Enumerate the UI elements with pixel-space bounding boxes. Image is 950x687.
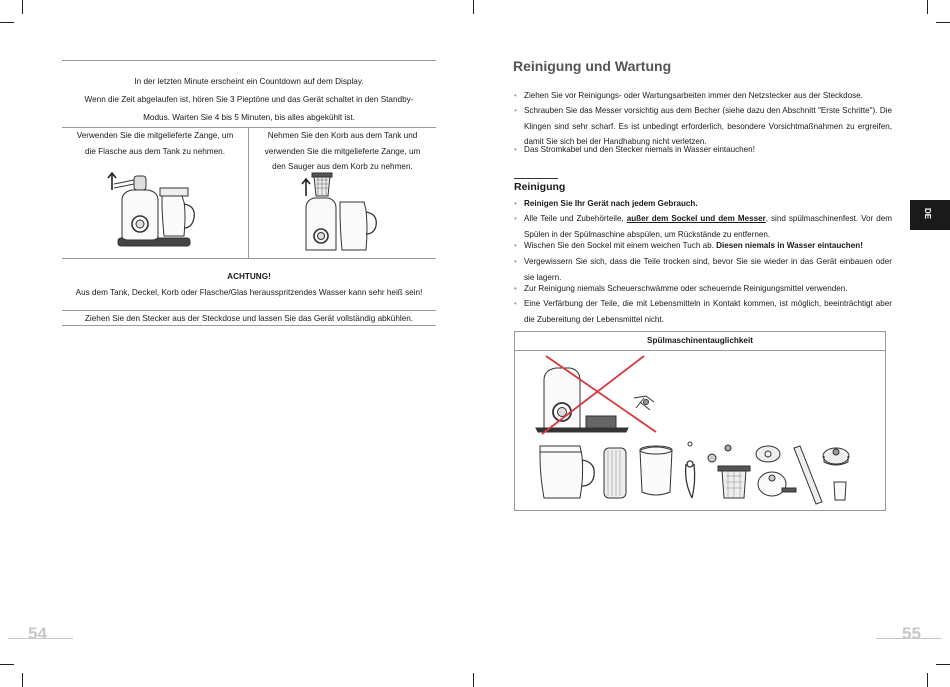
divider (62, 325, 436, 326)
table-cell-right (249, 128, 436, 175)
list-item-text: Zur Reinigung niemals Scheuerschwämme oder scheuernde Reinigungsmittel verwenden. (524, 284, 848, 293)
bullet-icon: • (514, 145, 517, 154)
list-item-text: Vergewissern Sie sich, dass die Teile trocken sind, bevor Sie sie wieder in das Gerät einbauen oder sie lagern. (524, 257, 892, 282)
cell-line: Verwenden Sie die mitgelieferte Zange, um (76, 131, 234, 140)
bullet-icon: • (514, 257, 517, 266)
crop-mark (927, 0, 928, 14)
tank-icon (640, 446, 672, 495)
basket-icon (718, 466, 750, 498)
section-title: Reinigung und Wartung (513, 58, 672, 74)
crop-mark (473, 0, 474, 14)
page-number: 55 (902, 624, 921, 643)
bottle-icon (604, 448, 626, 498)
table-bottom-border (62, 258, 436, 259)
bullet-icon: • (514, 284, 517, 293)
crop-mark (22, 0, 23, 14)
warning-block (62, 269, 436, 300)
blade-icon (634, 396, 654, 410)
intro-line: Wenn die Zeit abgelaufen ist, hören Sie 3 Pieptöne und das Gerät schaltet in den Standby- (84, 95, 414, 104)
list-item-emphasis: außer dem Sockel und dem Messer (626, 214, 766, 223)
spatula-icon (794, 446, 822, 504)
crop-mark (0, 22, 14, 23)
list-item-text: Eine Verfärbung der Teile, die mit Lebensmitteln in Kontakt kommen, ist möglich, beeinträchtigt aber die Zubereitung der Lebensmittel nicht. (524, 299, 892, 324)
subtitle-rule (514, 178, 558, 179)
warning-title: ACHTUNG! (227, 272, 271, 281)
cell-line: Nehmen Sie den Korb aus dem Tank und (267, 131, 418, 140)
table-cell-left (62, 128, 248, 159)
intro-line: Modus. Warten Sie 4 bis 5 Minuten, bis alles abgekühlt ist. (143, 113, 355, 122)
bullet-icon: • (514, 214, 517, 223)
tongs-icon (686, 461, 695, 498)
crop-mark (927, 673, 928, 687)
list-item (514, 88, 892, 104)
bullet-icon: • (514, 299, 517, 308)
intro-text (62, 73, 436, 127)
bullet-icon: • (514, 91, 517, 100)
list-item-text: Schrauben Sie das Messer vorsichtig aus dem Becher (siehe dazu den Abschnitt "Erste Schritte"). Die Klingen sind sehr scharf. Es ist unbedingt erforderlich, besondere Vorsichtmaßnahmen zu ergreifen, damit Sie sich bei der Handhabung nicht verletzen. (524, 106, 892, 147)
crop-mark (473, 673, 474, 687)
lid-icon (756, 446, 796, 496)
list-item (514, 281, 892, 297)
illustration-remove-bottle (104, 170, 208, 250)
list-item-text: Reinigen Sie Ihr Gerät nach jedem Gebrauch. (524, 199, 698, 208)
crop-mark (936, 664, 950, 665)
crop-mark (0, 664, 14, 665)
list-item (514, 238, 892, 254)
list-item-emphasis: Diesen niemals in Wasser eintauchen! (716, 241, 863, 250)
intro-line: In der letzten Minute erscheint ein Countdown auf dem Display. (134, 77, 364, 86)
language-tab (910, 200, 950, 230)
list-item (514, 296, 892, 327)
list-item-text: , sind spülmaschinenfest. Vor dem Spülen in der Spülmaschine abspülen, um Rückstände zu entfernen. (524, 214, 892, 239)
bullet-icon: • (514, 241, 517, 250)
cell-line: die Flasche aus dem Tank zu nehmen. (84, 146, 226, 156)
language-tab-label: DE (923, 207, 933, 220)
base-unit-icon (536, 368, 628, 432)
list-item (514, 142, 892, 158)
cup-icon (834, 482, 846, 500)
list-item-text: Das Stromkabel und den Stecker niemals in Wasser eintauchen! (524, 145, 755, 154)
small-rings-icon (688, 442, 731, 462)
bullet-icon: • (514, 106, 517, 115)
dishwasher-illustration (516, 352, 884, 508)
cell-line: den Sauger aus dem Korb zu nehmen. (272, 162, 413, 171)
crop-mark (22, 673, 23, 687)
unplug-text: Ziehen Sie den Stecker aus der Steckdose und lassen Sie das Gerät vollständig abkühlen. (84, 314, 414, 323)
dishwasher-box-title: Spülmaschinentauglichkeit (515, 332, 885, 351)
list-item-text: Wischen Sie den Sockel mit einem weichen Tuch ab. (524, 241, 714, 250)
divider (62, 60, 436, 61)
cell-line: verwenden Sie die mitgelieferte Zange, um (264, 146, 421, 156)
page-number: 54 (28, 624, 47, 643)
crop-mark (936, 22, 950, 23)
list-item-text: Ziehen Sie vor Reinigungs- oder Wartungsarbeiten immer den Netzstecker aus der Steckdose. (524, 91, 863, 100)
illustration-remove-basket (294, 170, 384, 256)
subsection-title: Reinigung (514, 181, 566, 193)
list-item-text: Alle Teile und Zubehörteile, (524, 214, 624, 223)
bullet-icon: • (514, 199, 517, 208)
cap-icon (823, 448, 849, 465)
jug-icon (540, 446, 594, 498)
list-item (514, 196, 892, 212)
warning-text: Aus dem Tank, Deckel, Korb oder Flasche/Glas herausspritzendes Wasser kann sehr heiß sein! (75, 287, 423, 297)
